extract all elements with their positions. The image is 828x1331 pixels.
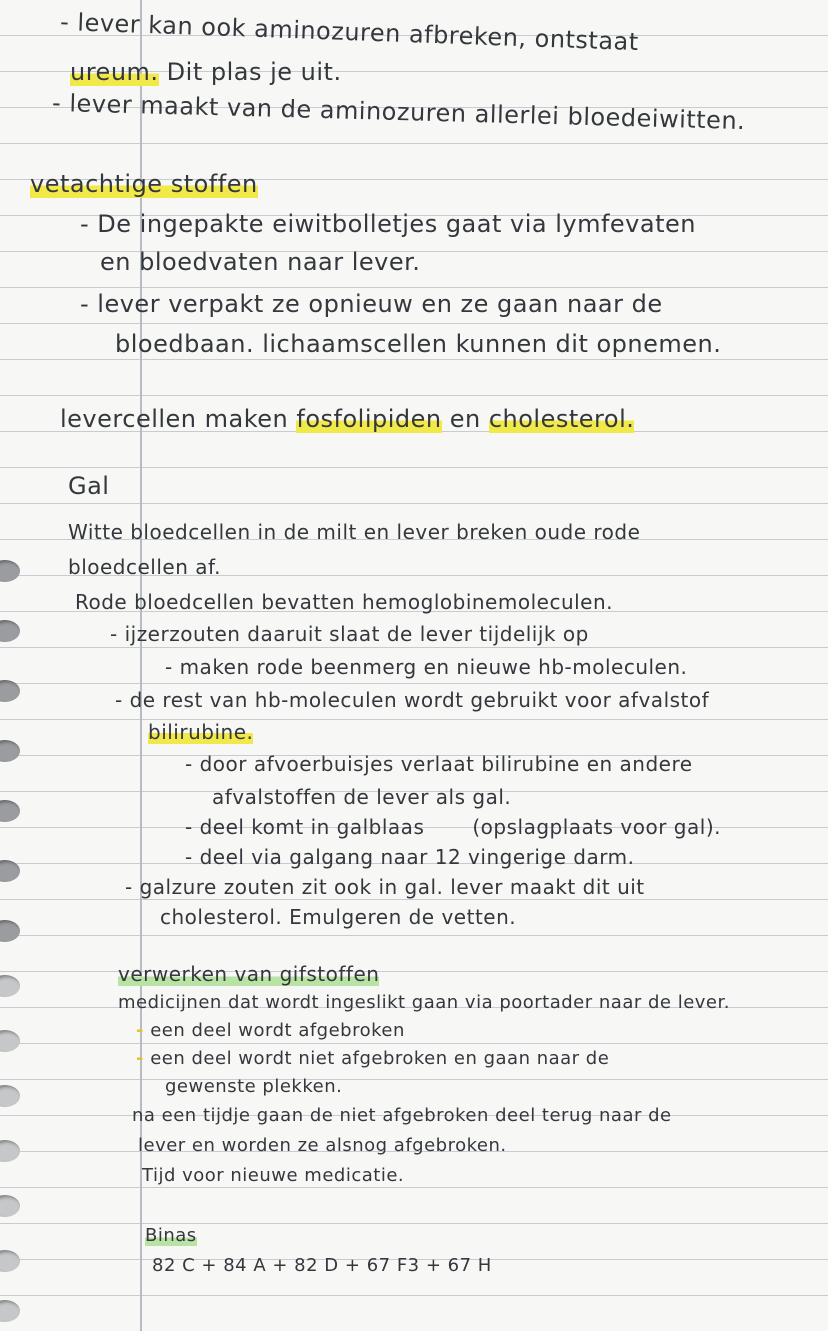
binder-hole	[0, 560, 20, 582]
binder-hole	[0, 860, 20, 882]
binas-formula: 82 C + 84 A + 82 D + 67 F3 + 67 H	[152, 1255, 492, 1276]
note-line: - lever verpakt ze opnieuw en ze gaan naar de	[80, 290, 663, 318]
binder-hole	[0, 920, 20, 942]
note-line: ureum. Dit plas je uit.	[70, 58, 342, 86]
note-line: - een deel wordt niet afgebroken en gaan naar de	[136, 1048, 610, 1069]
note-line: cholesterol. Emulgeren de vetten.	[160, 905, 517, 929]
note-line: - deel via galgang naar 12 vingerige darm.	[185, 845, 635, 869]
note-line: levercellen maken fosfolipiden en cholesterol.	[60, 405, 635, 433]
note-line: - lever kan ook aminozuren afbreken, ontstaat	[59, 7, 640, 57]
note-line: lever en worden ze alsnog afgebroken.	[138, 1135, 507, 1156]
binder-hole	[0, 680, 20, 702]
binder-hole	[0, 1140, 20, 1162]
note-line: bloedbaan. lichaamscellen kunnen dit opnemen.	[115, 330, 722, 358]
section-heading: Binas	[145, 1225, 197, 1246]
section-heading: verwerken van gifstoffen	[118, 962, 380, 986]
note-line: Rode bloedcellen bevatten hemoglobinemoleculen.	[75, 590, 614, 614]
note-line: - ijzerzouten daaruit slaat de lever tijdelijk op	[110, 622, 589, 646]
section-heading: Gal	[68, 472, 110, 500]
highlight-term: ureum.	[70, 58, 159, 86]
note-line: - een deel wordt afgebroken	[136, 1020, 405, 1041]
binder-hole	[0, 740, 20, 762]
note-line: - de rest van hb-moleculen wordt gebruikt voor afvalstof	[115, 688, 710, 712]
note-line: gewenste plekken.	[165, 1076, 343, 1097]
binder-hole	[0, 1250, 20, 1272]
binder-hole	[0, 1300, 20, 1322]
note-line: bilirubine.	[148, 720, 254, 744]
binder-hole	[0, 1195, 20, 1217]
binder-hole	[0, 620, 20, 642]
note-line: en bloedvaten naar lever.	[100, 248, 421, 276]
note-line: - deel komt in galblaas (opslagplaats voor gal).	[185, 815, 721, 839]
margin-line	[140, 0, 142, 1331]
note-line: - De ingepakte eiwitbolletjes gaat via lymfevaten	[80, 210, 696, 238]
note-line: na een tijdje gaan de niet afgebroken deel terug naar de	[132, 1105, 672, 1126]
note-line: medicijnen dat wordt ingeslikt gaan via poortader naar de lever.	[118, 992, 730, 1013]
binder-hole	[0, 1085, 20, 1107]
note-line: - lever maakt van de aminozuren allerlei bloedeiwitten.	[51, 88, 746, 136]
note-line: Witte bloedcellen in de milt en lever breken oude rode	[68, 520, 641, 544]
binder-hole	[0, 1030, 20, 1052]
binder-hole	[0, 975, 20, 997]
note-line: - door afvoerbuisjes verlaat bilirubine en andere	[185, 752, 693, 776]
section-heading: vetachtige stoffen	[30, 170, 258, 198]
note-line: afvalstoffen de lever als gal.	[212, 785, 512, 809]
note-line: bloedcellen af.	[68, 555, 221, 579]
note-line: Tijd voor nieuwe medicatie.	[142, 1165, 405, 1186]
note-line: - maken rode beenmerg en nieuwe hb-moleculen.	[165, 655, 688, 679]
note-line: - galzure zouten zit ook in gal. lever maakt dit uit	[125, 875, 645, 899]
binder-hole	[0, 800, 20, 822]
